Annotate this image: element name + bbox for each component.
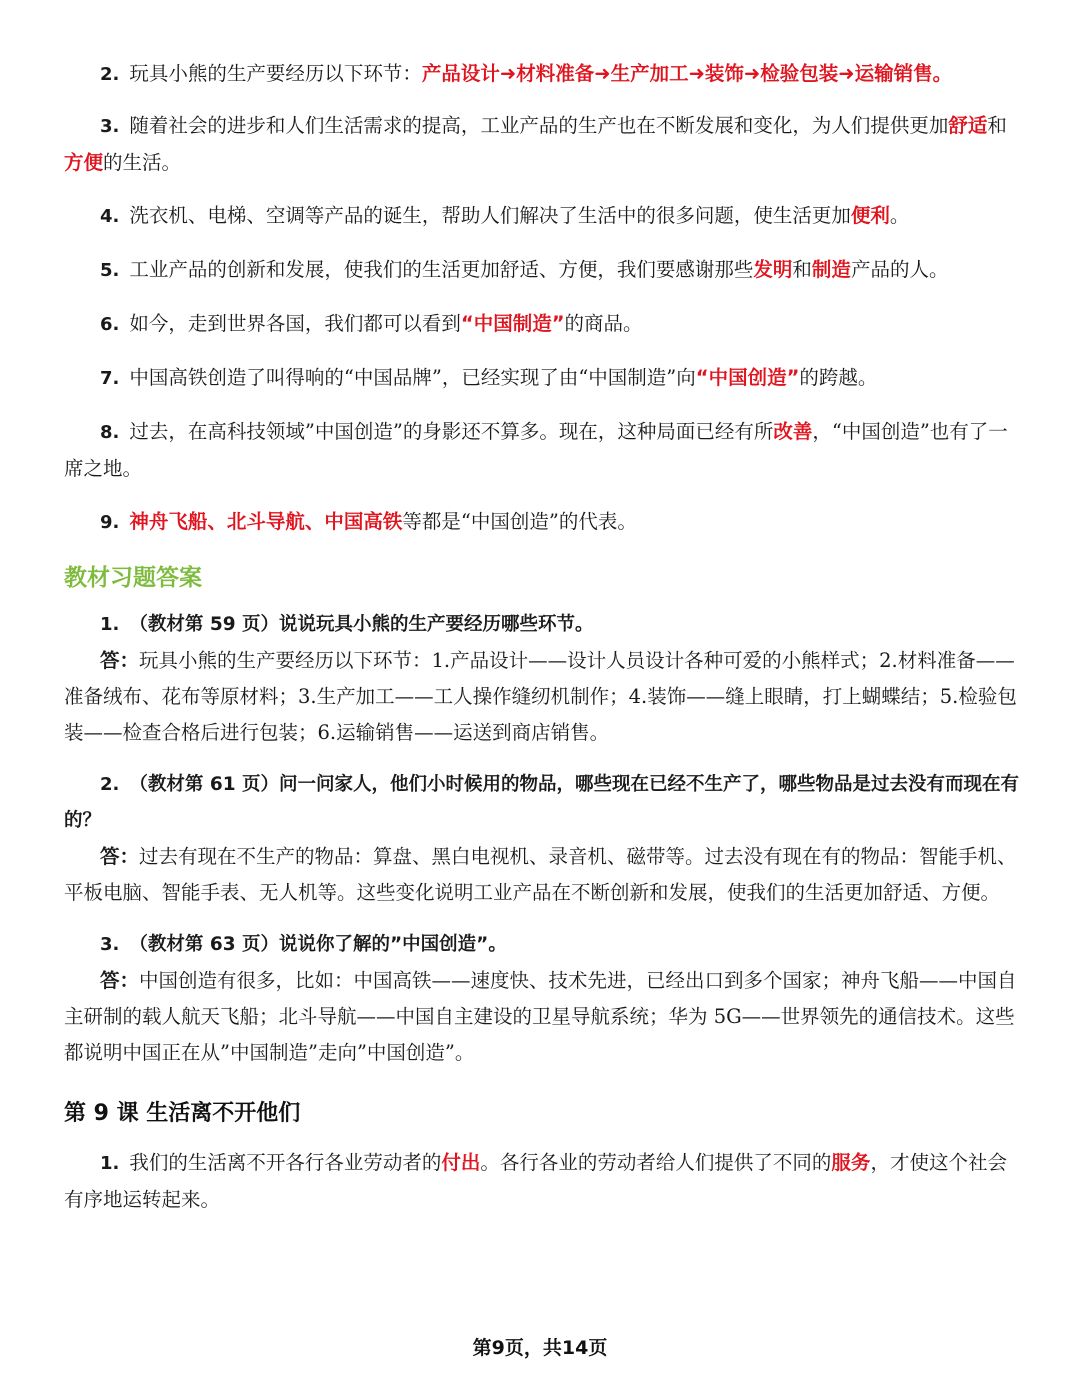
highlight-text: 服务	[831, 1151, 871, 1174]
item-number: 2.	[100, 64, 120, 85]
item-text: 和	[987, 114, 1007, 137]
item-text: ，“中国创造”也有了一席之地。	[64, 420, 1008, 480]
item-number: 1.	[100, 1153, 120, 1174]
item-text: 玩具小熊的生产要经历以下环节：	[129, 62, 422, 85]
question-text: （教材第 63 页）说说你了解的”中国创造”。	[129, 934, 507, 955]
highlight-text: 产品设计➜材料准备➜生产加工➜装饰➜检验包装➜运输销售。	[421, 62, 953, 85]
answer	[64, 963, 1026, 1071]
item-text: 随着社会的进步和人们生活需求的提高，工业产品的生产也在不断发展和变化，为人们提供更加	[129, 114, 949, 137]
question-number: 3.	[100, 934, 120, 955]
question-text: （教材第 61 页）问一问家人，他们小时候用的物品，哪些现在已经不生产了，哪些物品是过去没有而现在有的？	[64, 774, 1020, 831]
item-text: 如今，走到世界各国，我们都可以看到	[129, 312, 461, 335]
item-number: 6.	[100, 314, 120, 335]
item-text: 的生活。	[103, 151, 182, 174]
item-text: 产品的人。	[850, 258, 949, 281]
item-text: 的跨越。	[799, 366, 878, 389]
item-number: 3.	[100, 116, 120, 137]
item-text: 我们的生活离不开各行各业劳动者的	[129, 1151, 442, 1174]
question-number: 1.	[100, 614, 120, 635]
item-text: 工业产品的创新和发展，使我们的生活更加舒适、方便，我们要感谢那些	[129, 258, 754, 281]
list-item	[64, 56, 1026, 93]
page-footer: 第9页，共14页	[472, 1337, 608, 1359]
answer-label: 答：	[100, 649, 140, 672]
answer-text: 中国创造有很多，比如：中国高铁——速度快、技术先进，已经出口到多个国家；神舟飞船——中国自主研制的载人航天飞船；北斗导航——中国自主建设的卫星导航系统；华为 5G——世界领先的通信技术。这些都说明中国正在从”中国制造”走向”中国创造”。	[64, 969, 1017, 1064]
document-page	[64, 56, 1026, 1218]
item-text: ，才使这个社会有序地运转起来。	[64, 1151, 1007, 1211]
lesson-title: 第 9 课 生活离不开他们	[64, 1101, 301, 1126]
answer	[64, 839, 1026, 911]
answer-label: 答：	[100, 845, 140, 868]
highlight-text: 舒适	[948, 114, 988, 137]
answer-text: 玩具小熊的生产要经历以下环节：1.产品设计——设计人员设计各种可爱的小熊样式；2.材料准备——准备绒布、花布等原材料；3.生产加工——工人操作缝纫机制作；4.装饰——缝上眼睛，打上蝴蝶结；5.检验包装——检查合格后进行包装；6.运输销售——运送到商店销售。	[64, 649, 1017, 744]
highlight-text: 制造	[811, 258, 851, 281]
qa-item	[64, 607, 1026, 751]
qa-item	[64, 767, 1026, 911]
highlight-text: 方便	[64, 151, 104, 174]
item-text: 。各行各业的劳动者给人们提供了不同的	[480, 1151, 832, 1174]
highlight-text: “中国制造”	[460, 312, 565, 335]
highlight-text: 发明	[753, 258, 793, 281]
item-text: 的商品。	[564, 312, 643, 335]
question	[64, 607, 1026, 643]
item-text: 过去，在高科技领域”中国创造”的身影还不算多。现在，这种局面已经有所	[129, 420, 774, 443]
item-number: 4.	[100, 206, 120, 227]
highlight-text: 神舟飞船、北斗导航、中国高铁	[129, 510, 403, 533]
answer-label: 答：	[100, 969, 140, 992]
item-number: 9.	[100, 512, 120, 533]
list-item	[64, 504, 1026, 541]
section-title: 教材习题答案	[64, 565, 202, 591]
item-number: 7.	[100, 368, 120, 389]
highlight-text: “中国创造”	[695, 366, 800, 389]
highlight-text: 付出	[441, 1151, 481, 1174]
item-text: 等都是“中国创造”的代表。	[402, 510, 637, 533]
qa-item	[64, 927, 1026, 1071]
answer-text: 过去有现在不生产的物品：算盘、黑白电视机、录音机、磁带等。过去没有现在有的物品：智能手机、平板电脑、智能手表、无人机等。这些变化说明工业产品在不断创新和发展，使我们的生活更加舒适、方便。	[64, 845, 1017, 904]
list-item	[64, 108, 1026, 181]
question-text: （教材第 59 页）说说玩具小熊的生产要经历哪些环节。	[129, 614, 594, 635]
list-item	[64, 1145, 1026, 1218]
highlight-text: 改善	[773, 420, 813, 443]
list-item	[64, 414, 1026, 487]
item-text: 。	[889, 204, 910, 227]
question-number: 2.	[100, 774, 120, 795]
list-item	[64, 360, 1026, 397]
item-number: 5.	[100, 260, 120, 281]
highlight-text: 便利	[850, 204, 890, 227]
question	[64, 927, 1026, 963]
answer	[64, 643, 1026, 751]
item-number: 8.	[100, 422, 120, 443]
list-item	[64, 306, 1026, 343]
item-text: 和	[792, 258, 812, 281]
list-item	[64, 198, 1026, 235]
item-text: 中国高铁创造了叫得响的“中国品牌”，已经实现了由“中国制造”向	[129, 366, 696, 389]
list-item	[64, 252, 1026, 289]
question	[64, 767, 1026, 839]
item-text: 洗衣机、电梯、空调等产品的诞生，帮助人们解决了生活中的很多问题，使生活更加	[129, 204, 851, 227]
